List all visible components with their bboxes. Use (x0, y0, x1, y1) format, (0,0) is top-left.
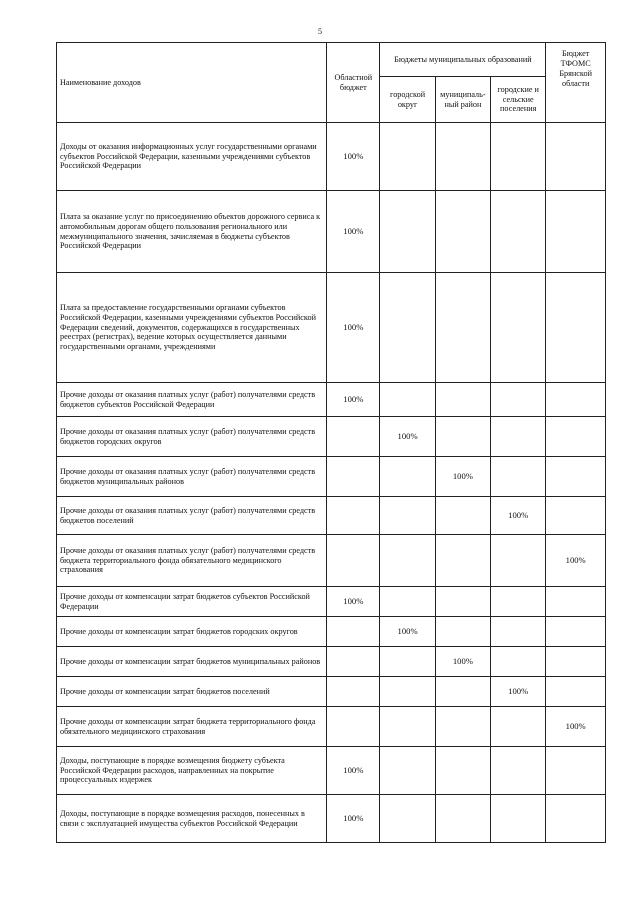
regional-budget-share-cell: 100% (327, 383, 380, 417)
table-header (57, 43, 606, 123)
table-row (57, 587, 606, 617)
header-settlements: городские и сельские поселения (491, 77, 546, 123)
revenue-name-cell: Прочие доходы от компенсации затрат бюджетов муниципальных районов (57, 647, 327, 677)
table-row (57, 795, 606, 843)
revenue-name-cell: Доходы, поступающие в порядке возмещения расходов, понесенных в связи с эксплуатацией имущества субъектов Российской Федерации (57, 795, 327, 843)
municipal-district-share-cell (435, 191, 490, 273)
table-row (57, 535, 606, 587)
table-row (57, 191, 606, 273)
revenue-name-cell: Прочие доходы от компенсации затрат бюджетов поселений (57, 677, 327, 707)
revenue-name-cell: Плата за предоставление государственными органами субъектов Российской Федерации, казенными учреждениями субъектов Российской Федерации сведений, документов, содержащихся в государственных реестрах (регистрах), ведение которых осуществляется данными государственными органами, учреждениями (57, 273, 327, 383)
municipal-district-share-cell (435, 677, 490, 707)
settlements-share-cell (491, 383, 546, 417)
table-row (57, 123, 606, 191)
regional-budget-share-cell: 100% (327, 587, 380, 617)
settlements-share-cell (491, 795, 546, 843)
settlements-share-cell: 100% (491, 677, 546, 707)
regional-budget-share-cell (327, 457, 380, 497)
regional-budget-share-cell: 100% (327, 191, 380, 273)
settlements-share-cell (491, 587, 546, 617)
table-body (57, 123, 606, 843)
revenue-name-cell: Прочие доходы от оказания платных услуг (работ) получателями средств бюджетов поселений (57, 497, 327, 535)
settlements-share-cell (491, 417, 546, 457)
header-municipal-budgets: Бюджеты муниципальных образований (380, 43, 546, 77)
table-row (57, 457, 606, 497)
municipal-district-share-cell (435, 707, 490, 747)
tfoms-share-cell (546, 273, 606, 383)
revenue-name-cell: Доходы, поступающие в порядке возмещения бюджету субъекта Российской Федерации расходов, направленных на покрытие процессуальных издержек (57, 747, 327, 795)
table-row (57, 707, 606, 747)
settlements-share-cell (491, 273, 546, 383)
municipal-district-share-cell (435, 795, 490, 843)
settlements-share-cell (491, 617, 546, 647)
header-tfoms-budget: Бюджет ТФОМС Брянской области (546, 43, 606, 123)
municipal-district-share-cell: 100% (435, 457, 490, 497)
table-row (57, 497, 606, 535)
tfoms-share-cell (546, 497, 606, 535)
municipal-district-share-cell (435, 123, 490, 191)
tfoms-share-cell (546, 647, 606, 677)
municipal-district-share-cell (435, 417, 490, 457)
city-district-share-cell (380, 191, 435, 273)
regional-budget-share-cell: 100% (327, 795, 380, 843)
municipal-district-share-cell (435, 535, 490, 587)
revenue-name-cell: Прочие доходы от оказания платных услуг (работ) получателями средств бюджета территориального фонда обязательного медицинского страхования (57, 535, 327, 587)
settlements-share-cell (491, 123, 546, 191)
settlements-share-cell (491, 647, 546, 677)
tfoms-share-cell (546, 457, 606, 497)
page-number: 5 (318, 27, 322, 36)
municipal-district-share-cell (435, 497, 490, 535)
tfoms-share-cell: 100% (546, 535, 606, 587)
settlements-share-cell (491, 457, 546, 497)
regional-budget-share-cell: 100% (327, 273, 380, 383)
city-district-share-cell (380, 457, 435, 497)
tfoms-share-cell (546, 123, 606, 191)
municipal-district-share-cell (435, 383, 490, 417)
tfoms-share-cell: 100% (546, 707, 606, 747)
settlements-share-cell (491, 707, 546, 747)
revenue-name-cell: Прочие доходы от компенсации затрат бюджета территориального фонда обязательного медицинского страхования (57, 707, 327, 747)
regional-budget-share-cell: 100% (327, 747, 380, 795)
revenue-distribution-table (56, 42, 606, 843)
city-district-share-cell (380, 677, 435, 707)
header-city-district: городской округ (380, 77, 435, 123)
revenue-name-cell: Плата за оказание услуг по присоединению объектов дорожного сервиса к автомобильным дорогам общего пользования регионального или межмуниципального значения, зачисляемая в бюджеты субъектов Российской Федерации (57, 191, 327, 273)
settlements-share-cell (491, 535, 546, 587)
settlements-share-cell (491, 191, 546, 273)
settlements-share-cell: 100% (491, 497, 546, 535)
city-district-share-cell: 100% (380, 617, 435, 647)
city-district-share-cell (380, 747, 435, 795)
regional-budget-share-cell (327, 707, 380, 747)
city-district-share-cell (380, 535, 435, 587)
municipal-district-share-cell (435, 587, 490, 617)
table-row (57, 747, 606, 795)
city-district-share-cell (380, 383, 435, 417)
tfoms-share-cell (546, 795, 606, 843)
municipal-district-share-cell (435, 617, 490, 647)
regional-budget-share-cell (327, 617, 380, 647)
municipal-district-share-cell (435, 273, 490, 383)
table-row (57, 273, 606, 383)
tfoms-share-cell (546, 191, 606, 273)
regional-budget-share-cell (327, 647, 380, 677)
revenue-name-cell: Прочие доходы от оказания платных услуг (работ) получателями средств бюджетов муниципальных районов (57, 457, 327, 497)
tfoms-share-cell (546, 417, 606, 457)
tfoms-share-cell (546, 617, 606, 647)
settlements-share-cell (491, 747, 546, 795)
regional-budget-share-cell (327, 497, 380, 535)
header-regional-budget: Областной бюджет (327, 43, 380, 123)
city-district-share-cell (380, 123, 435, 191)
header-name: Наименование доходов (57, 43, 327, 123)
regional-budget-share-cell (327, 417, 380, 457)
revenue-name-cell: Доходы от оказания информационных услуг государственными органами субъектов Российской Федерации, казенными учреждениями субъектов Российской Федерации (57, 123, 327, 191)
tfoms-share-cell (546, 587, 606, 617)
city-district-share-cell (380, 795, 435, 843)
city-district-share-cell (380, 587, 435, 617)
city-district-share-cell (380, 647, 435, 677)
regional-budget-share-cell (327, 677, 380, 707)
municipal-district-share-cell (435, 747, 490, 795)
header-municipal-district: муниципаль-ный район (435, 77, 490, 123)
revenue-name-cell: Прочие доходы от компенсации затрат бюджетов субъектов Российской Федерации (57, 587, 327, 617)
regional-budget-share-cell (327, 535, 380, 587)
table-row (57, 677, 606, 707)
city-district-share-cell (380, 497, 435, 535)
revenue-name-cell: Прочие доходы от оказания платных услуг (работ) получателями средств бюджетов городских округов (57, 417, 327, 457)
revenue-name-cell: Прочие доходы от компенсации затрат бюджетов городских округов (57, 617, 327, 647)
tfoms-share-cell (546, 747, 606, 795)
table-row (57, 417, 606, 457)
table-row (57, 647, 606, 677)
city-district-share-cell (380, 707, 435, 747)
table-row (57, 617, 606, 647)
tfoms-share-cell (546, 677, 606, 707)
table-row (57, 383, 606, 417)
regional-budget-share-cell: 100% (327, 123, 380, 191)
tfoms-share-cell (546, 383, 606, 417)
revenue-name-cell: Прочие доходы от оказания платных услуг (работ) получателями средств бюджетов субъектов Российской Федерации (57, 383, 327, 417)
city-district-share-cell: 100% (380, 417, 435, 457)
city-district-share-cell (380, 273, 435, 383)
municipal-district-share-cell: 100% (435, 647, 490, 677)
